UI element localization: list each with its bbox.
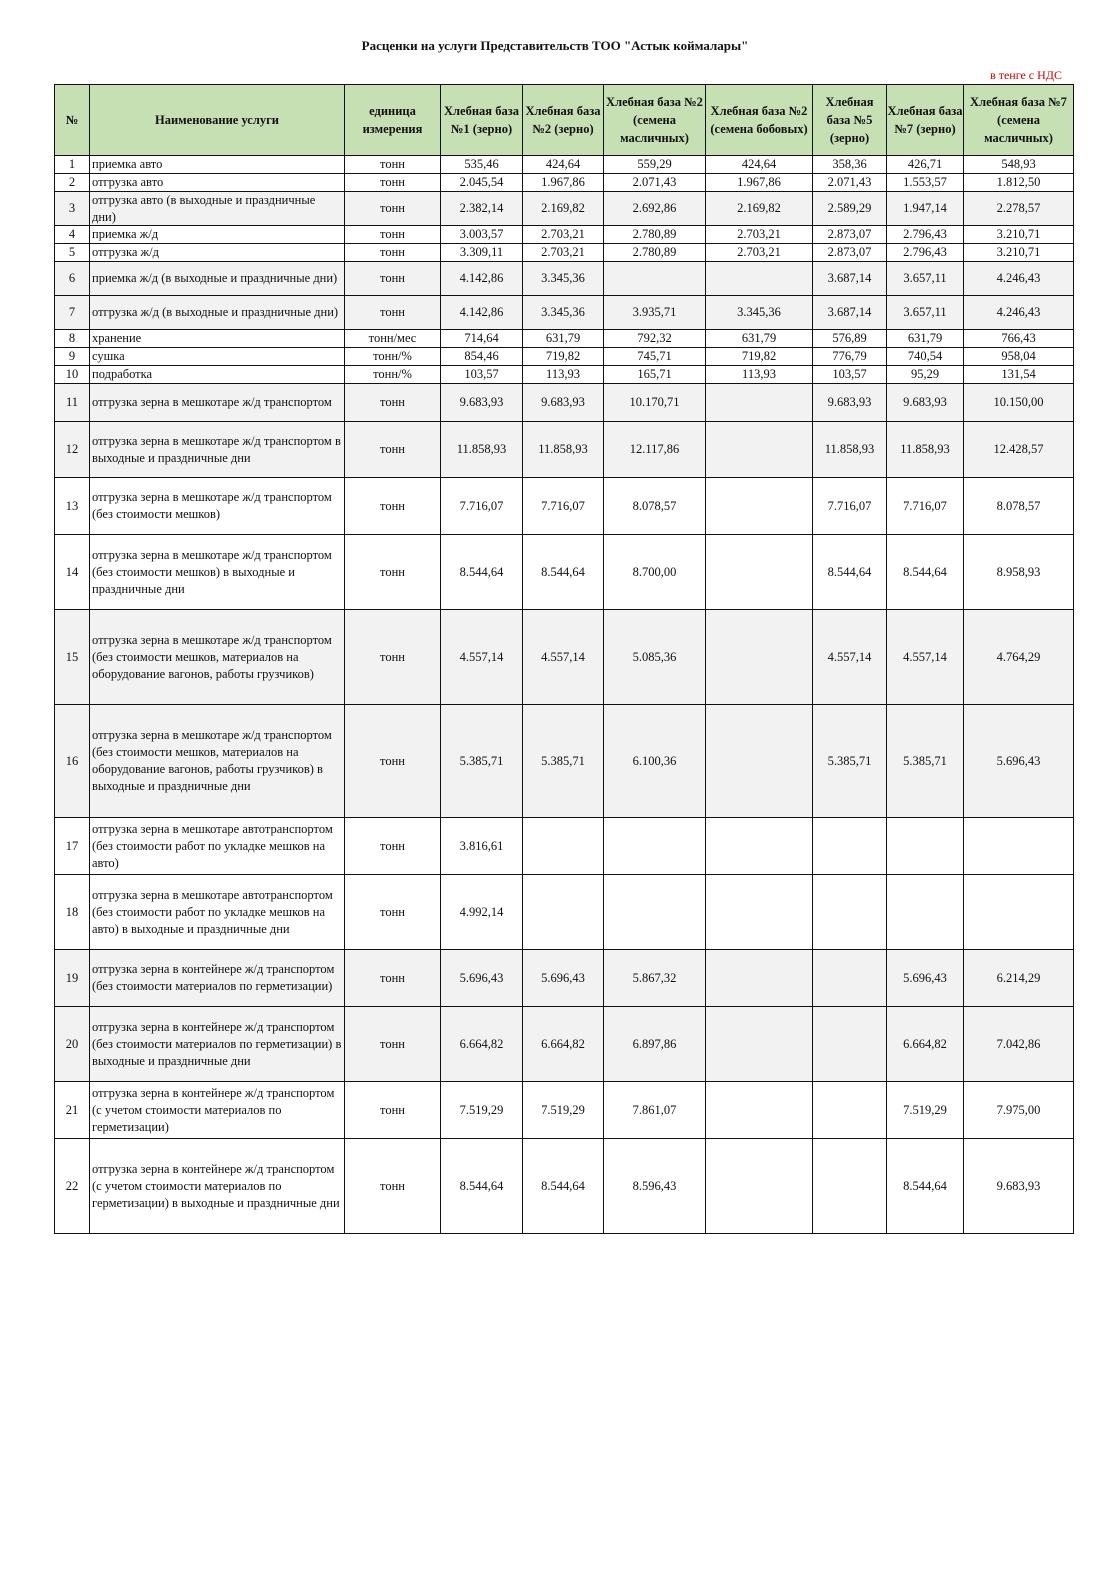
price-cell: 11.858,93 [813,422,887,478]
table-row [55,535,1074,610]
table-row [55,1082,1074,1139]
price-cell: 631,79 [706,330,813,348]
price-cell [706,610,813,705]
price-cell: 548,93 [964,156,1074,174]
price-cell: 4.557,14 [523,610,604,705]
price-cell [706,875,813,950]
unit: тонн [345,705,441,818]
service-name-text: отгрузка зерна в контейнере ж/д транспортом (с учетом стоимости материалов по герметизации) в выходные и праздничные дни [92,1161,340,1210]
price-cell: 7.975,00 [964,1082,1074,1139]
service-name [90,226,345,244]
service-name-text: отгрузка зерна в мешкотаре ж/д транспортом (без стоимости мешков, материалов на оборудование вагонов, работы грузчиков) [92,632,332,681]
service-name-text: отгрузка зерна в мешкотаре ж/д транспортом (без стоимости мешков, материалов на оборудование вагонов, работы грузчиков) в выходные и праздничные дни [92,728,332,793]
price-cell [964,818,1074,875]
price-cell: 3.687,14 [813,262,887,296]
service-name [90,705,345,818]
row-number: 6 [55,262,90,296]
price-cell: 12.117,86 [604,422,706,478]
price-cell [813,875,887,950]
price-cell: 3.345,36 [523,262,604,296]
header-base-7-oilseeds: Хлебная база №7 (семена масличных) [964,85,1074,156]
price-cell: 5.385,71 [523,705,604,818]
price-cell [706,1007,813,1082]
price-cell: 2.278,57 [964,192,1074,226]
price-cell: 7.716,07 [813,478,887,535]
unit: тонн [345,478,441,535]
header-base-5-grain: Хлебная база №5 (зерно) [813,85,887,156]
price-cell [706,1139,813,1234]
service-name [90,1139,345,1234]
unit: тонн [345,1007,441,1082]
table-row [55,818,1074,875]
price-cell: 113,93 [523,366,604,384]
service-name [90,422,345,478]
price-cell: 2.071,43 [604,174,706,192]
service-name [90,296,345,330]
price-cell [604,818,706,875]
header-num: № [55,85,90,156]
unit: тонн [345,535,441,610]
price-cell: 6.664,82 [523,1007,604,1082]
service-name-text: отгрузка зерна в контейнере ж/д транспортом (без стоимости материалов по герметизации) в выходные и праздничные дни [92,1019,342,1068]
unit: тонн [345,950,441,1007]
price-cell: 7.519,29 [887,1082,964,1139]
row-number: 16 [55,705,90,818]
unit: тонн [345,875,441,950]
table-row [55,422,1074,478]
price-cell: 745,71 [604,348,706,366]
service-name-text: хранение [92,331,142,345]
row-number: 8 [55,330,90,348]
row-number: 12 [55,422,90,478]
row-number: 21 [55,1082,90,1139]
service-name [90,174,345,192]
header-unit: единица измерения [345,85,441,156]
service-name [90,192,345,226]
service-name [90,610,345,705]
price-cell: 2.703,21 [523,226,604,244]
table-row [55,262,1074,296]
table-row [55,950,1074,1007]
price-cell: 631,79 [887,330,964,348]
price-cell: 8.958,93 [964,535,1074,610]
price-cell: 12.428,57 [964,422,1074,478]
header-service-name: Наименование услуги [90,85,345,156]
price-cell: 2.692,86 [604,192,706,226]
row-number: 13 [55,478,90,535]
price-cell: 4.992,14 [441,875,523,950]
price-cell: 7.519,29 [523,1082,604,1139]
price-cell: 4.246,43 [964,262,1074,296]
price-cell: 2.873,07 [813,244,887,262]
table-row [55,1139,1074,1234]
price-cell: 766,43 [964,330,1074,348]
price-cell: 6.100,36 [604,705,706,818]
unit: тонн [345,384,441,422]
price-cell: 559,29 [604,156,706,174]
price-cell: 2.703,21 [523,244,604,262]
price-cell: 4.142,86 [441,262,523,296]
price-cell: 6.897,86 [604,1007,706,1082]
table-row [55,244,1074,262]
table-row [55,226,1074,244]
price-cell [523,818,604,875]
header-base-7-grain: Хлебная база №7 (зерно) [887,85,964,156]
price-cell: 2.169,82 [523,192,604,226]
price-cell [813,1082,887,1139]
price-cell: 8.078,57 [604,478,706,535]
table-row [55,174,1074,192]
price-cell: 3.657,11 [887,262,964,296]
price-cell: 8.078,57 [964,478,1074,535]
service-name [90,1007,345,1082]
price-cell: 131,54 [964,366,1074,384]
unit: тонн/мес [345,330,441,348]
service-name-text: отгрузка зерна в мешкотаре ж/д транспортом (без стоимости мешков) в выходные и праздничные дни [92,547,332,596]
unit: тонн/% [345,348,441,366]
price-cell: 714,64 [441,330,523,348]
service-name [90,875,345,950]
unit: тонн [345,422,441,478]
price-cell [604,875,706,950]
price-cell: 8.544,64 [887,535,964,610]
unit: тонн [345,226,441,244]
price-cell: 3.345,36 [523,296,604,330]
price-cell: 2.796,43 [887,244,964,262]
unit: тонн [345,296,441,330]
table-row [55,296,1074,330]
service-name-text: отгрузка авто (в выходные и праздничные дни) [92,193,316,224]
row-number: 20 [55,1007,90,1082]
price-cell: 113,93 [706,366,813,384]
service-name-text: отгрузка зерна в мешкотаре ж/д транспортом [92,395,332,409]
service-name-text: отгрузка зерна в контейнере ж/д транспортом (без стоимости материалов по герметизации) [92,962,335,993]
price-cell: 7.861,07 [604,1082,706,1139]
price-cell [887,818,964,875]
service-name-text: отгрузка ж/д (в выходные и праздничные дни) [92,305,339,319]
table-row [55,1007,1074,1082]
price-cell: 2.589,29 [813,192,887,226]
unit: тонн [345,192,441,226]
price-cell: 1.967,86 [523,174,604,192]
service-name-text: приемка авто [92,157,163,171]
price-cell: 958,04 [964,348,1074,366]
price-cell: 4.142,86 [441,296,523,330]
service-name-text: отгрузка авто [92,175,164,189]
service-name [90,1082,345,1139]
service-name-text: приемка ж/д (в выходные и праздничные дни) [92,271,338,285]
price-cell: 3.210,71 [964,226,1074,244]
table-body [55,156,1074,1234]
service-name-text: отгрузка зерна в мешкотаре автотранспортом (без стоимости работ по укладке мешков на авто) [92,821,333,870]
service-name-text: отгрузка зерна в мешкотаре ж/д транспортом (без стоимости мешков) [92,490,332,521]
price-cell: 8.544,64 [523,535,604,610]
price-cell [813,818,887,875]
price-cell [706,422,813,478]
price-cell: 8.700,00 [604,535,706,610]
price-cell: 5.696,43 [964,705,1074,818]
price-cell: 1.947,14 [887,192,964,226]
price-cell: 5.696,43 [523,950,604,1007]
service-name [90,330,345,348]
price-cell: 4.764,29 [964,610,1074,705]
price-cell: 11.858,93 [887,422,964,478]
price-cell: 8.544,64 [441,535,523,610]
price-cell: 2.071,43 [813,174,887,192]
price-cell: 576,89 [813,330,887,348]
price-cell: 8.544,64 [887,1139,964,1234]
price-cell: 854,46 [441,348,523,366]
price-cell: 10.170,71 [604,384,706,422]
price-cell [706,1082,813,1139]
service-name-text: отгрузка ж/д [92,245,159,259]
unit: тонн [345,244,441,262]
table-row [55,330,1074,348]
unit: тонн [345,1139,441,1234]
price-cell [964,875,1074,950]
price-cell: 358,36 [813,156,887,174]
price-cell: 2.780,89 [604,226,706,244]
price-cell [706,705,813,818]
price-cell: 5.385,71 [813,705,887,818]
price-cell: 424,64 [706,156,813,174]
price-cell: 3.687,14 [813,296,887,330]
price-cell: 3.657,11 [887,296,964,330]
price-cell: 719,82 [523,348,604,366]
price-cell [887,875,964,950]
row-number: 22 [55,1139,90,1234]
row-number: 18 [55,875,90,950]
price-cell: 8.544,64 [441,1139,523,1234]
service-name-text: отгрузка зерна в контейнере ж/д транспортом (с учетом стоимости материалов по герметизации) [92,1085,335,1134]
price-cell: 4.557,14 [887,610,964,705]
row-number: 15 [55,610,90,705]
price-cell: 424,64 [523,156,604,174]
table-row [55,348,1074,366]
service-name [90,818,345,875]
unit: тонн [345,174,441,192]
price-cell [706,535,813,610]
unit: тонн [345,1082,441,1139]
table-row [55,478,1074,535]
price-cell [706,818,813,875]
price-cell: 7.042,86 [964,1007,1074,1082]
row-number: 1 [55,156,90,174]
row-number: 5 [55,244,90,262]
price-cell: 2.873,07 [813,226,887,244]
table-row [55,366,1074,384]
price-cell: 9.683,93 [813,384,887,422]
row-number: 19 [55,950,90,1007]
service-name-text: подработка [92,367,153,381]
row-number: 2 [55,174,90,192]
unit: тонн [345,262,441,296]
price-cell [706,950,813,1007]
price-cell: 9.683,93 [887,384,964,422]
price-cell: 1.812,50 [964,174,1074,192]
service-name-text: приемка ж/д [92,227,159,241]
table-row [55,156,1074,174]
price-cell: 11.858,93 [441,422,523,478]
service-name [90,156,345,174]
price-cell: 9.683,93 [523,384,604,422]
price-cell: 2.796,43 [887,226,964,244]
document-title: Расценки на услуги Представительств ТОО "Астык коймалары" [361,38,749,53]
service-name [90,384,345,422]
price-cell: 5.385,71 [441,705,523,818]
row-number: 4 [55,226,90,244]
price-cell: 3.003,57 [441,226,523,244]
row-number: 10 [55,366,90,384]
service-name [90,366,345,384]
header-row [55,85,1074,156]
price-cell [523,875,604,950]
price-cell: 7.716,07 [441,478,523,535]
price-cell: 103,57 [813,366,887,384]
price-cell: 165,71 [604,366,706,384]
row-number: 14 [55,535,90,610]
price-cell: 4.557,14 [441,610,523,705]
price-cell: 426,71 [887,156,964,174]
price-cell [706,262,813,296]
price-cell: 1.967,86 [706,174,813,192]
row-number: 9 [55,348,90,366]
row-number: 17 [55,818,90,875]
service-name-text: отгрузка зерна в мешкотаре ж/д транспортом в выходные и праздничные дни [92,433,341,465]
price-cell: 11.858,93 [523,422,604,478]
price-cell [706,478,813,535]
currency-note: в тенге с НДС [990,68,1062,82]
price-cell: 776,79 [813,348,887,366]
price-cell: 6.214,29 [964,950,1074,1007]
price-cell: 2.045,54 [441,174,523,192]
price-cell: 9.683,93 [441,384,523,422]
price-cell: 9.683,93 [964,1139,1074,1234]
table-row [55,384,1074,422]
price-cell: 10.150,00 [964,384,1074,422]
table-row [55,705,1074,818]
price-cell: 719,82 [706,348,813,366]
price-cell: 3.935,71 [604,296,706,330]
unit: тонн/% [345,366,441,384]
price-cell: 5.696,43 [441,950,523,1007]
table-row [55,875,1074,950]
price-cell: 5.385,71 [887,705,964,818]
price-cell: 3.816,61 [441,818,523,875]
price-cell: 631,79 [523,330,604,348]
price-cell: 2.780,89 [604,244,706,262]
service-name [90,535,345,610]
price-cell: 2.703,21 [706,226,813,244]
price-cell: 6.664,82 [887,1007,964,1082]
price-cell [813,1007,887,1082]
price-cell: 2.169,82 [706,192,813,226]
price-cell: 7.716,07 [887,478,964,535]
price-cell: 103,57 [441,366,523,384]
header-base-2-legumes: Хлебная база №2 (семена бобовых) [706,85,813,156]
price-cell [813,950,887,1007]
table-row [55,192,1074,226]
price-table [54,84,1074,1234]
price-cell: 8.544,64 [813,535,887,610]
price-cell: 740,54 [887,348,964,366]
row-number: 3 [55,192,90,226]
price-cell [604,262,706,296]
service-name-text: сушка [92,349,125,363]
price-cell: 95,29 [887,366,964,384]
service-name [90,348,345,366]
price-cell: 3.345,36 [706,296,813,330]
price-cell: 5.867,32 [604,950,706,1007]
service-name [90,244,345,262]
price-cell: 5.696,43 [887,950,964,1007]
service-name [90,478,345,535]
price-cell: 3.309,11 [441,244,523,262]
service-name [90,262,345,296]
price-cell: 2.382,14 [441,192,523,226]
service-name-text: отгрузка зерна в мешкотаре автотранспортом (без стоимости работ по укладке мешков на авто) в выходные и праздничные дни [92,887,333,936]
row-number: 11 [55,384,90,422]
price-cell: 535,46 [441,156,523,174]
price-cell: 1.553,57 [887,174,964,192]
unit: тонн [345,156,441,174]
price-cell: 3.210,71 [964,244,1074,262]
price-cell: 8.596,43 [604,1139,706,1234]
header-base-2-oilseeds: Хлебная база №2 (семена масличных) [604,85,706,156]
price-cell: 5.085,36 [604,610,706,705]
table-row [55,610,1074,705]
price-cell: 792,32 [604,330,706,348]
price-cell: 2.703,21 [706,244,813,262]
header-base-2-grain: Хлебная база №2 (зерно) [523,85,604,156]
price-cell [813,1139,887,1234]
price-cell: 6.664,82 [441,1007,523,1082]
row-number: 7 [55,296,90,330]
price-cell: 8.544,64 [523,1139,604,1234]
unit: тонн [345,610,441,705]
price-cell: 7.716,07 [523,478,604,535]
unit: тонн [345,818,441,875]
service-name [90,950,345,1007]
price-cell: 7.519,29 [441,1082,523,1139]
price-cell: 4.246,43 [964,296,1074,330]
price-cell: 4.557,14 [813,610,887,705]
price-cell [706,384,813,422]
header-base-1-grain: Хлебная база №1 (зерно) [441,85,523,156]
